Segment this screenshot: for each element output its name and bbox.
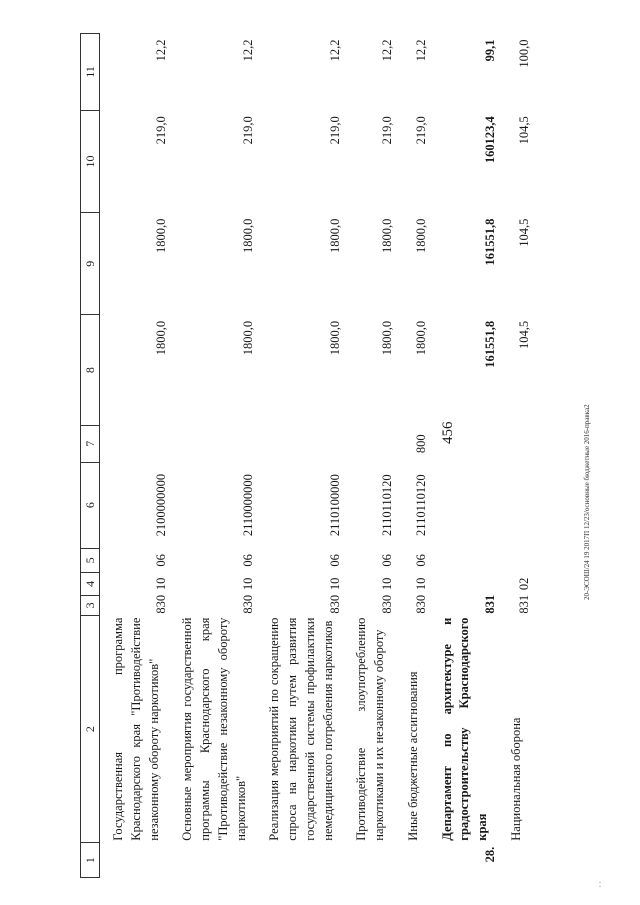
row-code-5 <box>429 548 498 573</box>
header-cell: 9 <box>81 213 100 315</box>
header-cell: 7 <box>81 425 100 462</box>
row-code-7 <box>429 425 498 462</box>
table-row <box>498 34 532 878</box>
budget-table <box>80 33 532 878</box>
row-value-9: 1800,0 <box>328 218 343 253</box>
row-code-3: 831 <box>482 594 497 614</box>
row-number: 28. <box>482 846 497 863</box>
row-value-9: 1800,0 <box>379 218 394 253</box>
row-code-3: 830 <box>154 594 169 614</box>
row-code-4: 10 <box>328 577 343 591</box>
row-number <box>343 843 395 878</box>
row-code-5: 06 <box>154 554 169 567</box>
row-code-3: 830 <box>328 594 343 614</box>
row-code-3: 830 <box>241 594 256 614</box>
table-row <box>343 34 395 878</box>
row-value-10: 219,0 <box>379 116 394 145</box>
row-value-8: 1800,0 <box>241 320 256 356</box>
row-code-7 <box>256 425 343 462</box>
header-cell: 8 <box>81 315 100 425</box>
row-name: Реализация мероприятий по сокращению спроса на наркотики путем развития государственной системы профилактики немедицинского потребления наркотиков <box>267 617 335 841</box>
row-value-11: 12,2 <box>379 39 394 62</box>
row-code-6 <box>429 462 498 548</box>
header-cell: 5 <box>81 548 100 573</box>
row-value-8: 1800,0 <box>413 320 428 356</box>
row-number <box>100 843 170 878</box>
row-code-5: 06 <box>241 554 256 567</box>
table-row <box>395 34 429 878</box>
header-cell: 3 <box>81 595 100 615</box>
row-code-3: 830 <box>379 594 394 614</box>
row-code-4: 10 <box>413 577 428 591</box>
header-cell: 4 <box>81 573 100 596</box>
scan-mark: · · <box>596 880 605 888</box>
row-code-4 <box>429 573 498 596</box>
row-name: Иные бюджетные ассигнования <box>405 671 420 841</box>
row-name: Государственная программа Краснодарского края "Противодействие незаконному обороту наркотиков" <box>111 617 161 841</box>
row-code-4: 02 <box>516 577 531 591</box>
row-value-11: 12,2 <box>241 39 256 62</box>
row-value-10: 219,0 <box>241 116 256 145</box>
row-code-6: 2110110120 <box>413 474 428 536</box>
header-cell: 2 <box>81 616 100 843</box>
row-value-10: 160123,4 <box>482 116 497 164</box>
row-code-6: 2100000000 <box>154 473 169 537</box>
row-code-5: 06 <box>328 554 343 567</box>
row-code-5: 06 <box>413 554 428 567</box>
header-cell: 6 <box>81 462 100 548</box>
row-value-8: 1800,0 <box>154 320 169 356</box>
row-value-9: 1800,0 <box>241 218 256 253</box>
row-value-9: 1800,0 <box>413 218 428 253</box>
row-value-11: 12,2 <box>413 39 428 62</box>
row-code-7 <box>498 425 532 462</box>
row-number <box>256 843 343 878</box>
row-value-11: 100,0 <box>516 39 531 68</box>
row-code-7 <box>169 425 256 462</box>
table-header-row <box>81 34 100 878</box>
page-number: 456 <box>440 421 456 444</box>
row-value-11: 12,2 <box>328 39 343 62</box>
row-value-11: 99,1 <box>482 39 497 62</box>
row-code-7 <box>100 425 170 462</box>
row-code-6: 2110000000 <box>241 474 256 537</box>
row-name: Департамент по архитектуре и градостроительству Краснодарского края <box>439 617 489 841</box>
row-value-10: 219,0 <box>154 116 169 145</box>
table-row <box>169 34 256 878</box>
row-code-4: 10 <box>154 577 169 591</box>
row-value-8: 104,5 <box>516 320 531 349</box>
row-number <box>395 843 429 878</box>
header-cell: 1 <box>81 843 100 878</box>
row-code-7: 800 <box>413 434 428 454</box>
row-name: Основные мероприятия государственной программы Краснодарского края "Противодействие незаконному обороту наркотиков" <box>180 617 248 841</box>
row-number <box>169 843 256 878</box>
row-name: Национальная оборона <box>508 717 523 841</box>
row-code-6 <box>498 462 532 548</box>
row-value-9: 104,5 <box>516 218 531 247</box>
row-value-9: 161551,8 <box>482 218 497 266</box>
row-value-8: 1800,0 <box>328 320 343 356</box>
header-cell: 11 <box>81 34 100 111</box>
row-value-11: 12,2 <box>154 39 169 62</box>
header-cell: 10 <box>81 110 100 212</box>
row-code-6: 2110100000 <box>328 474 343 537</box>
footer-document-code: 20-ЭСОШ/24 19 2017П 12/23/основные бюджетные 2016-правка2 <box>583 404 591 600</box>
row-name: Противодействие злоупотреблению наркотиками и их незаконному обороту <box>354 617 386 841</box>
table-row <box>429 34 498 878</box>
row-code-5: 06 <box>379 554 394 567</box>
rotated-table-container <box>80 33 610 878</box>
row-code-4: 10 <box>379 577 394 591</box>
row-code-3: 830 <box>413 594 428 614</box>
row-code-3: 831 <box>516 594 531 614</box>
row-value-8: 1800,0 <box>379 320 394 356</box>
row-value-10: 219,0 <box>328 116 343 145</box>
row-value-10: 104,5 <box>516 116 531 145</box>
table-row <box>256 34 343 878</box>
row-code-4: 10 <box>241 577 256 591</box>
row-value-10: 219,0 <box>413 116 428 145</box>
row-value-8: 161551,8 <box>482 320 497 368</box>
row-number <box>498 843 532 878</box>
row-code-6: 2110110120 <box>379 474 394 536</box>
table-row <box>100 34 170 878</box>
row-value-9: 1800,0 <box>154 218 169 253</box>
row-code-7 <box>343 425 395 462</box>
row-code-5 <box>498 548 532 573</box>
